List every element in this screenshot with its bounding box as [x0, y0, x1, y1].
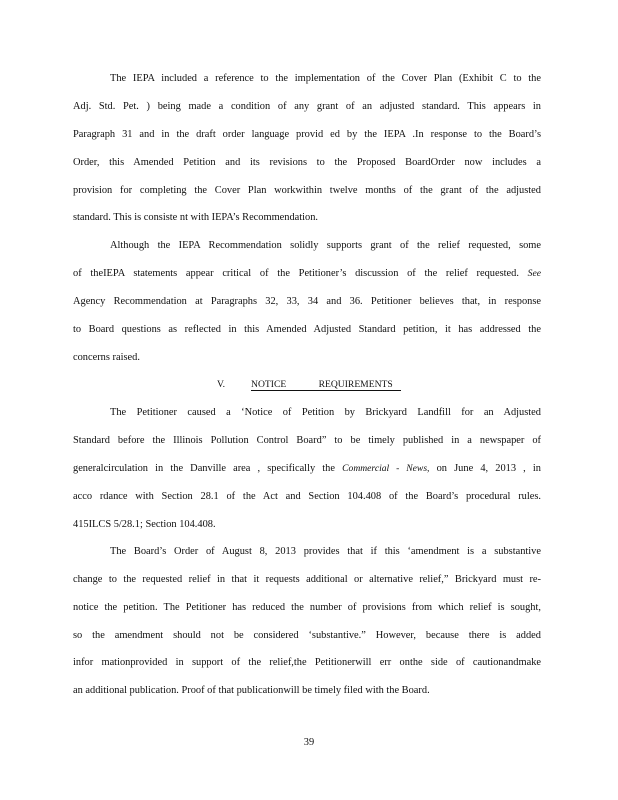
paragraph-2-line-5: concerns raised.	[73, 352, 140, 363]
paragraph-3-line-3-text-after: on June 4, 2013 , in	[436, 463, 541, 474]
section-title: NOTICE REQUIREMENTS	[251, 379, 401, 391]
page-number: 39	[303, 737, 315, 748]
paragraph-2-line-4: to Board questions as reflected in this Amended Adjusted Standard petition, it has addressed the	[73, 324, 541, 335]
paragraph-1-line-6: standard. This is consiste nt with IEPA’s Recommendation.	[73, 212, 319, 223]
paragraph-2-line-1: Although the IEPA Recommendation solidly supports grant of the relief requested, some	[110, 240, 541, 251]
paragraph-4-line-1: The Board’s Order of August 8, 2013 provides that if this ‘amendment is a substantive	[110, 546, 541, 557]
paragraph-1-line-4: Order, this Amended Petition and its revisions to the Proposed BoardOrder now includes a	[73, 157, 541, 168]
paragraph-1-line-1: The IEPA included a reference to the implementation of the Cover Plan (Exhibit C to the	[110, 73, 541, 84]
paragraph-3-line-1: The Petitioner caused a ‘Notice of Petition by Brickyard Landfill for an Adjusted	[110, 407, 541, 418]
paragraph-2-line-3: Agency Recommendation at Paragraphs 32, 33, 34 and 36. Petitioner believes that, in response	[73, 296, 541, 307]
paragraph-1-line-2: Adj. Std. Pet. ) being made a condition of any grant of an adjusted standard. This appears in	[73, 101, 541, 112]
paragraph-3-line-4: acco rdance with Section 28.1 of the Act and Section 104.408 of the Board’s procedural rules.	[73, 491, 541, 502]
paragraph-4-line-2: change to the requested relief in that it requests additional or alternative relief,” Brickyard must re-	[73, 574, 541, 585]
citation-signal-see: See	[527, 268, 541, 279]
paragraph-2-line-2-text: of theIEPA statements appear critical of the Petitioner’s discussion of the relief requested.	[73, 268, 519, 279]
newspaper-name: Commercial - News,	[342, 463, 430, 474]
paragraph-4-line-6: an additional publication. Proof of that publicationwill be timely filed with the Board.	[73, 685, 430, 696]
paragraph-1-line-3: Paragraph 31 and in the draft order language provid ed by the IEPA .In response to the Board’s	[73, 129, 541, 140]
section-heading	[0, 378, 618, 392]
paragraph-4-line-5: infor mationprovided in support of the relief,the Petitionerwill err onthe side of cautionandmake	[73, 657, 541, 668]
paragraph-1-line-5: provision for completing the Cover Plan workwithin twelve months of the grant of the adjusted	[73, 185, 541, 196]
paragraph-3-line-5: 415ILCS 5/28.1; Section 104.408.	[73, 519, 216, 530]
paragraph-3-line-3	[73, 462, 541, 476]
paragraph-3-line-2: Standard before the Illinois Pollution Control Board” to be timely published in a newspaper of	[73, 435, 541, 446]
paragraph-4-line-4: so the amendment should not be considered ‘substantive.” However, because there is added	[73, 630, 541, 641]
section-number: V.	[216, 379, 226, 390]
paragraph-3-line-3-text-before: generalcirculation in the Danville area , specifically the	[73, 463, 335, 474]
paragraph-4-line-3: notice the petition. The Petitioner has reduced the number of provisions from which relief is sought,	[73, 602, 541, 613]
paragraph-2-line-2	[73, 267, 541, 281]
